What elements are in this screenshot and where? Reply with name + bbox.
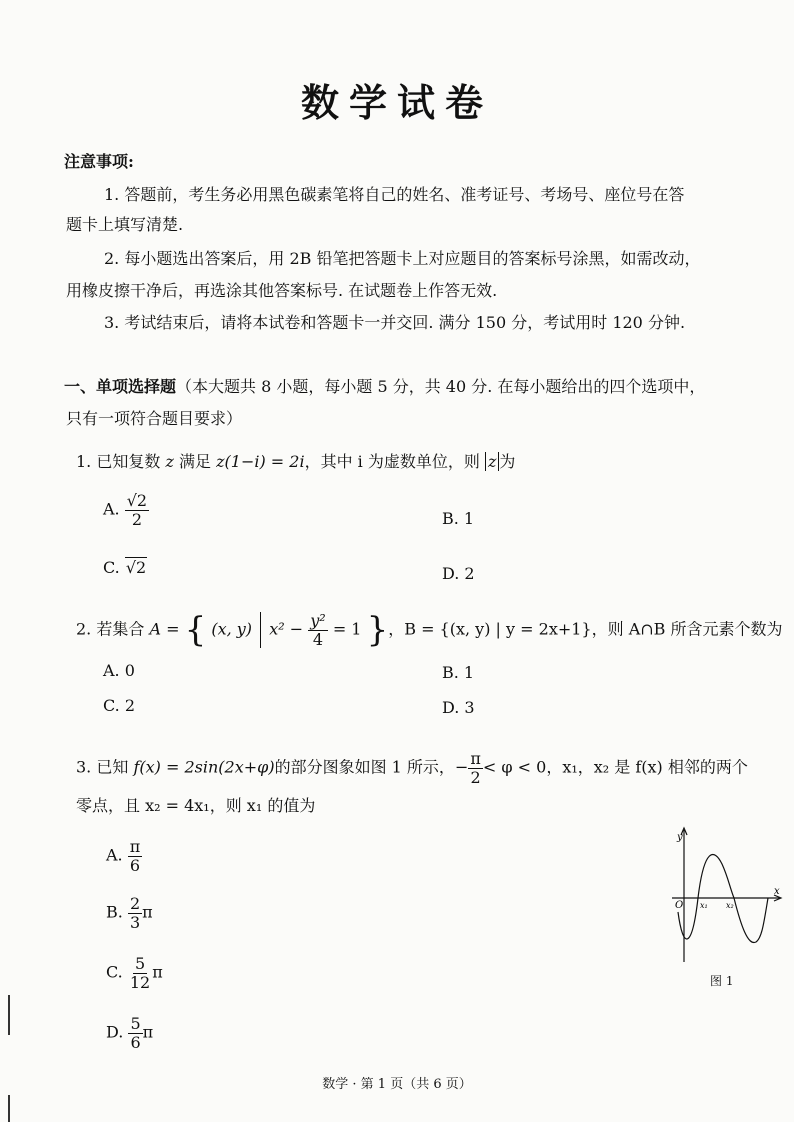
q3-text: 3. 已知 bbox=[76, 757, 129, 777]
section-heading-title: 一、单项选择题 bbox=[64, 377, 177, 396]
q1-option-a[interactable] bbox=[103, 492, 149, 528]
q3-text: < φ < 0，x₁，x₂ 是 f(x) 相邻的两个 bbox=[482, 757, 748, 777]
notice-item-2: 2. 每小题选出答案后，用 2B 铅笔把答题卡上对应题目的答案标号涂黑，如需改动， bbox=[104, 249, 701, 268]
q3-option-d[interactable]: D. $\frac{5}{6}$ π bbox=[106, 1014, 154, 1052]
figure-sine-graph bbox=[664, 822, 784, 972]
fraction: $\frac{\text{y²}}{4}$ bbox=[310, 611, 326, 649]
option-label: C. bbox=[103, 558, 120, 577]
fraction: $\frac{√2}{2}$ bbox=[126, 491, 148, 529]
q3-function: f(x) = 2sin(2x+φ) bbox=[133, 757, 275, 777]
scan-artifact-line bbox=[8, 995, 10, 1035]
q3-option-b[interactable]: B. $\frac{2}{3}$ π bbox=[106, 894, 153, 932]
question-3-stem bbox=[76, 750, 748, 786]
fraction: $\frac{\pi}{6}$ bbox=[129, 837, 141, 875]
q1-text: 1. 已知复数 bbox=[76, 452, 161, 471]
q3-option-c[interactable]: C. $\frac{5}{12}$ π bbox=[106, 954, 163, 992]
origin-label: O bbox=[675, 900, 684, 911]
sqrt-value: √2 bbox=[125, 558, 147, 577]
q2-option-a[interactable]: A. 0 bbox=[103, 661, 135, 680]
q1-var: z bbox=[165, 452, 174, 471]
question-3-stem-cont: 零点，且 x₂ = 4x₁，则 x₁ 的值为 bbox=[76, 796, 316, 815]
q2-option-b[interactable]: B. 1 bbox=[442, 663, 475, 682]
q2-option-d[interactable]: D. 3 bbox=[442, 698, 475, 717]
q2-option-c[interactable]: C. 2 bbox=[103, 696, 136, 715]
option-label: D. bbox=[106, 1022, 124, 1042]
page-footer: 数学 · 第 1 页（共 6 页） bbox=[322, 1077, 472, 1092]
x1-label: x₁ bbox=[700, 901, 708, 910]
y-axis-label: y bbox=[677, 832, 683, 843]
q1-equation: z(1−i) = 2i bbox=[216, 452, 305, 471]
q1-text: ，其中 i 为虚数单位，则 bbox=[304, 452, 480, 471]
page-title: 数学试卷 bbox=[300, 80, 493, 125]
notice-item-1: 1. 答题前，考生务必用黑色碳素笔将自己的姓名、准考证号、考场号、座位号在答 bbox=[104, 185, 685, 204]
q2-set-name: A = bbox=[149, 619, 180, 639]
section-heading-desc: （本大题共 8 小题，每小题 5 分，共 40 分. 在每小题给出的四个选项中， bbox=[176, 377, 706, 396]
brace-left: { bbox=[184, 610, 207, 651]
brace-right: } bbox=[366, 610, 389, 651]
set-separator bbox=[260, 612, 261, 648]
notice-item-1-cont: 题卡上填写清楚. bbox=[66, 215, 184, 234]
scan-artifact-line bbox=[8, 1095, 10, 1122]
q2-term: = 1 bbox=[332, 619, 362, 639]
fraction: $\frac{2}{3}$ bbox=[129, 894, 141, 932]
q3-option-a[interactable] bbox=[106, 838, 142, 874]
x-axis-label: x bbox=[774, 886, 780, 897]
q3-text: 的部分图象如图 1 所示， bbox=[274, 757, 455, 777]
q1-option-d[interactable]: D. 2 bbox=[442, 564, 475, 583]
fraction: $\frac{\pi}{2}$ bbox=[470, 749, 481, 787]
q1-modulus: z bbox=[485, 452, 499, 471]
q1-text: 为 bbox=[499, 452, 516, 471]
fraction: $\frac{5}{6}$ bbox=[130, 1014, 141, 1052]
q2-text: ，B = {(x, y) | y = 2x+1}，则 A∩B 所含元素个数为 bbox=[388, 619, 783, 639]
section-heading-desc-cont: 只有一项符合题目要求） bbox=[66, 409, 243, 428]
q3-text: − bbox=[454, 757, 469, 777]
section-heading bbox=[64, 377, 705, 397]
option-label: A. bbox=[106, 845, 123, 865]
notice-item-2-cont: 用橡皮擦干净后，再选涂其他答案标号. 在试题卷上作答无效. bbox=[66, 281, 498, 300]
x2-label: x₂ bbox=[726, 901, 734, 910]
q2-text: 2. 若集合 bbox=[76, 619, 145, 639]
fraction: $\frac{5}{12}$ bbox=[129, 954, 151, 992]
q2-term: x² − bbox=[269, 619, 304, 639]
option-label: C. bbox=[106, 962, 123, 982]
notice-heading: 注意事项: bbox=[64, 152, 134, 171]
figure-caption: 图 1 bbox=[710, 974, 734, 988]
q1-option-c[interactable] bbox=[103, 558, 147, 578]
notice-item-3: 3. 考试结束后，请将本试卷和答题卡一并交回. 满分 150 分，考试用时 120 分钟. bbox=[104, 313, 686, 332]
question-2-stem bbox=[76, 610, 783, 651]
q1-text: 满足 bbox=[178, 452, 211, 471]
q1-option-b[interactable]: B. 1 bbox=[442, 509, 475, 528]
q2-point: (x, y) bbox=[211, 619, 253, 639]
question-1-stem bbox=[76, 452, 515, 472]
option-label: B. bbox=[106, 902, 123, 922]
option-label: A. bbox=[103, 499, 120, 519]
